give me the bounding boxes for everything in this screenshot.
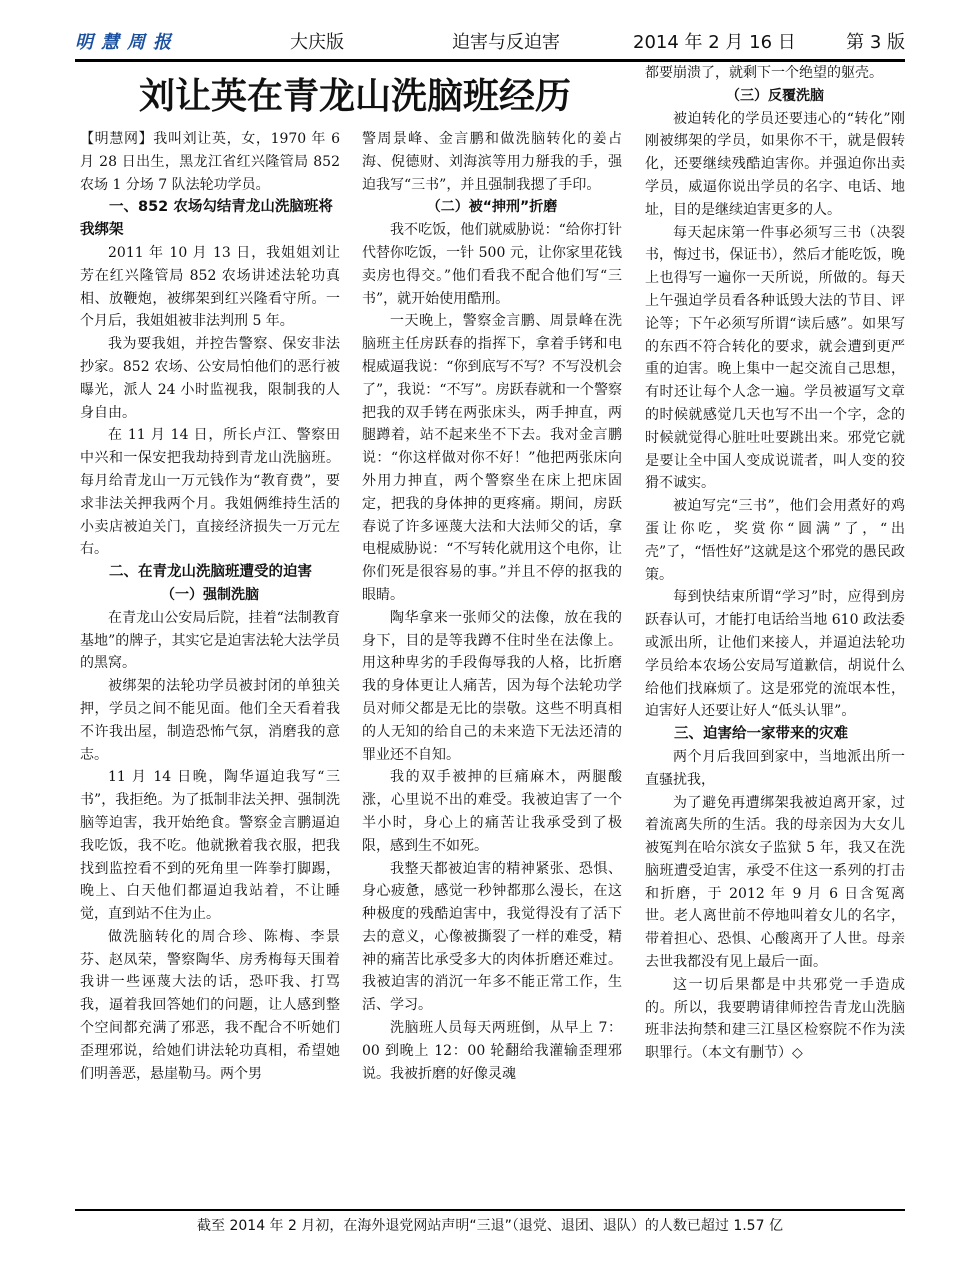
paragraph: 警周景峰、金言鹏和做洗脑转化的姜占海、倪德财、刘海滨等用力掰我的手，强迫我写“三书”，并且强制我摁了手印。 (362, 131, 622, 193)
paragraph: 2011 年 10 月 13 日，我姐姐刘让芳在红兴隆管局 852 农场讲述法轮功真相、放鞭炮，被绑架到红兴隆看守所。一个月后，我姐姐被非法判刑 5 年。 (80, 244, 340, 330)
paragraph: 洗脑班人员每天两班倒，从早上 7：00 到晚上 12：00 轮翻给我灌输歪理邪说。我被折磨的好像灵魂 (362, 1020, 622, 1082)
paragraph: 每天起床第一件事必须写三书（决裂书，悔过书，保证书），然后才能吃饭，晚上也得写一遍你一天所说，所做的。每天上午强迫学员看各种诋毁大法的节目、评论等；下午必须写所谓“读后感”。如果写的东西不符合转化的要求，就会遭到更严重的迫害。晚上集中一起交流自己思想，有时还让每个人念一遍。学员被逼写文章的时候就感觉几天也写不出一个字，念的时候就觉得心脏吐吐要跳出来。邪党它就是要让全中国人变成说谎者，叫人变的狡猾不诚实。 (645, 224, 905, 492)
paragraph: 为了避免再遭绑架我被迫离开家，过着流离失所的生活。我的母亲因为大女儿被冤判在哈尔滨女子监狱 5 年，我又在洗脑班遭受迫害，承受不住这一系列的打击和折磨，于 2012 年 9 月 6 日含冤离世。老人离世前不停地叫着女儿的名字，带着担心、恐惧、心酸离开了人世。母亲去世我都没有见上最后一面。 (645, 794, 905, 971)
section-label: 迫害与反迫害 (452, 32, 560, 53)
edition-label: 大庆版 (290, 32, 344, 53)
paragraph: 一天晚上，警察金言鹏、周景峰在洗脑班主任房跃春的指挥下，拿着手铐和电棍威逼我说：“你到底写不写？不写没机会了”，我说：“不写”。房跃春就和一个警察把我的双手铐在两张床头，两手抻直，两腿蹲着，站不起来坐不下去。我对金言鹏说：“你这样做对你不好！”他把两张床向外用力抻直，两个警察坐在床上把床固定，把我的身体抻的更疼痛。期间，房跃春说了许多诬蔑大法和大法师父的话，拿电棍威胁说：“不写转化就用这个电你，让你们死是很容易的事。”并且不停的抠我的眼睛。 (362, 313, 622, 603)
paragraph: 我为要我姐，并控告警察、保安非法抄家。852 农场、公安局怕他们的恶行被曝光，派人 24 小时监视我，限制我的人身自由。 (80, 336, 340, 421)
subsection-heading: （一）强制洗脑 (161, 586, 259, 603)
paragraph: 在青龙山公安局后院，挂着“法制教育基地”的牌子，其实它是迫害法轮大法学员的黑窝。 (80, 609, 340, 672)
article-title: 刘让英在青龙山洗脑班经历 (138, 75, 571, 117)
paragraph: 陶华拿来一张师父的法像，放在我的身下，目的是等我蹲不住时坐在法像上。用这种卑劣的手段侮辱我的人格，比折磨我的身体更让人痛苦，因为每个法轮功学员对师父都是无比的崇敬。这些不明真相的人无知的给自己的未来造下无法还清的罪业还不自知。 (362, 609, 622, 763)
subsection-heading: （三）反覆洗脑 (726, 87, 824, 104)
paragraph: 被绑架的法轮功学员被封闭的单独关押，学员之间不能见面。他们全天看着我不许我出屋，制造恐怖气氛，消磨我的意志。 (80, 678, 340, 763)
newspaper-brand: 明慧周报 (75, 32, 179, 53)
paragraph: 11 月 14 日晚，陶华逼迫我写“三书”，我拒绝。为了抵制非法关押、强制洗脑等迫害，我开始绝食。警察金言鹏逼迫我吃饭，我不吃。他就揪着我衣服，把我找到监控看不到的死角里一阵拳打脚踢，晚上、白天他们都逼迫我站着，不让睡觉，直到站不住为止。 (80, 769, 340, 923)
section-heading: 三、迫害给一家带来的灾难 (674, 726, 848, 743)
page-header (75, 30, 905, 58)
subsection-heading: （二）被“抻刑”折磨 (426, 199, 558, 216)
paragraph: 两个月后我回到家中，当地派出所一直骚扰我， (645, 748, 905, 788)
article-column-2 (362, 128, 622, 1085)
section-heading: 一、852 农场勾结青龙山洗脑班将我绑架 (80, 199, 333, 239)
paragraph: 被迫写完“三书”，他们会用煮好的鸡蛋让你吃，奖赏你“圆满”了，“出壳”了，“悟性好”这就是这个邪党的愚民政策。 (645, 498, 905, 583)
footer-notice: 截至 2014 年 2 月初，在海外退党网站声明“三退”（退党、退团、退队）的人数已超过 1.57 亿 (197, 1218, 783, 1234)
issue-date: 2014 年 2 月 16 日 (633, 32, 796, 53)
paragraph: 我的双手被抻的巨痛麻木，两腿酸涨，心里说不出的难受。我被迫害了一个半小时，身心上的痛苦让我承受到了极限，感到生不如死。 (362, 769, 622, 854)
paragraph: 被迫转化的学员还要违心的“转化”刚刚被绑架的学员，如果你不干，就是假转化，还要继续残酷迫害你。并强迫你出卖学员，威逼你说出学员的名字、电话、地址，目的是继续迫害更多的人。 (645, 110, 905, 218)
paragraph: 做洗脑转化的周合珍、陈梅、李景芬、赵凤荣，警察陶华、房秀梅每天围着我讲一些诬蔑大法的话，恐吓我、打骂我，逼着我回答她们的问题，让人感到整个空间都充满了邪恶，我不配合不听她们歪理邪说，给她们讲法轮功真相，希望她们明善恶，悬崖勒马。两个男 (80, 928, 340, 1082)
section-heading: 二、在青龙山洗脑班遭受的迫害 (109, 564, 312, 581)
paragraph: 这一切后果都是中共邪党一手造成的。所以，我要聘请律师控告青龙山洗脑班非法拘禁和建三江垦区检察院不作为渎职罪行。（本文有删节）◇ (645, 976, 905, 1062)
paragraph: 【明慧网】我叫刘让英，女，1970 年 6 月 28 日出生，黑龙江省红兴隆管局 852 农场 1 分场 7 队法轮功学员。 (80, 131, 340, 193)
paragraph: 都要崩溃了，就剩下一个绝望的躯壳。 (645, 65, 883, 81)
footer-divider (75, 1209, 905, 1211)
page-number: 第 3 版 (846, 32, 905, 53)
paragraph: 我整天都被迫害的精神紧张、恐惧、身心疲惫，感觉一秒钟都那么漫长，在这种极度的残酷迫害中，我觉得没有了活下去的意义，心像被撕裂了一样的难受，精神的痛苦比承受多大的肉体折磨还难过。我被迫害的消沉一年多不能正常工作，生活、学习。 (362, 860, 622, 1014)
article-column-1 (80, 128, 340, 1085)
paragraph: 我不吃饭，他们就威胁说：“给你打针代替你吃饭，一针 500 元，让你家里花钱卖房也得交。”他们看我不配合他们写“三书”，就开始使用酷刑。 (362, 222, 622, 307)
paragraph: 每到快结束所谓“学习”时，应得到房跃春认可，才能打电话给当地 610 政法委或派出所，让他们来接人，并逼迫法轮功学员给本农场公安局写道歉信，胡说什么给他们找麻烦了。这是邪党的流氓本性，迫害好人还要让好人“低头认罪”。 (645, 589, 905, 720)
article-column-3 (645, 62, 905, 1065)
paragraph: 在 11 月 14 日，所长卢江、警察田中兴和一保安把我劫持到青龙山洗脑班。每月给青龙山一万元钱作为“教育费”，要求非法关押我两个月。我姐俩维持生活的小卖店被迫关门，直接经济损失一万元左右。 (80, 427, 340, 558)
